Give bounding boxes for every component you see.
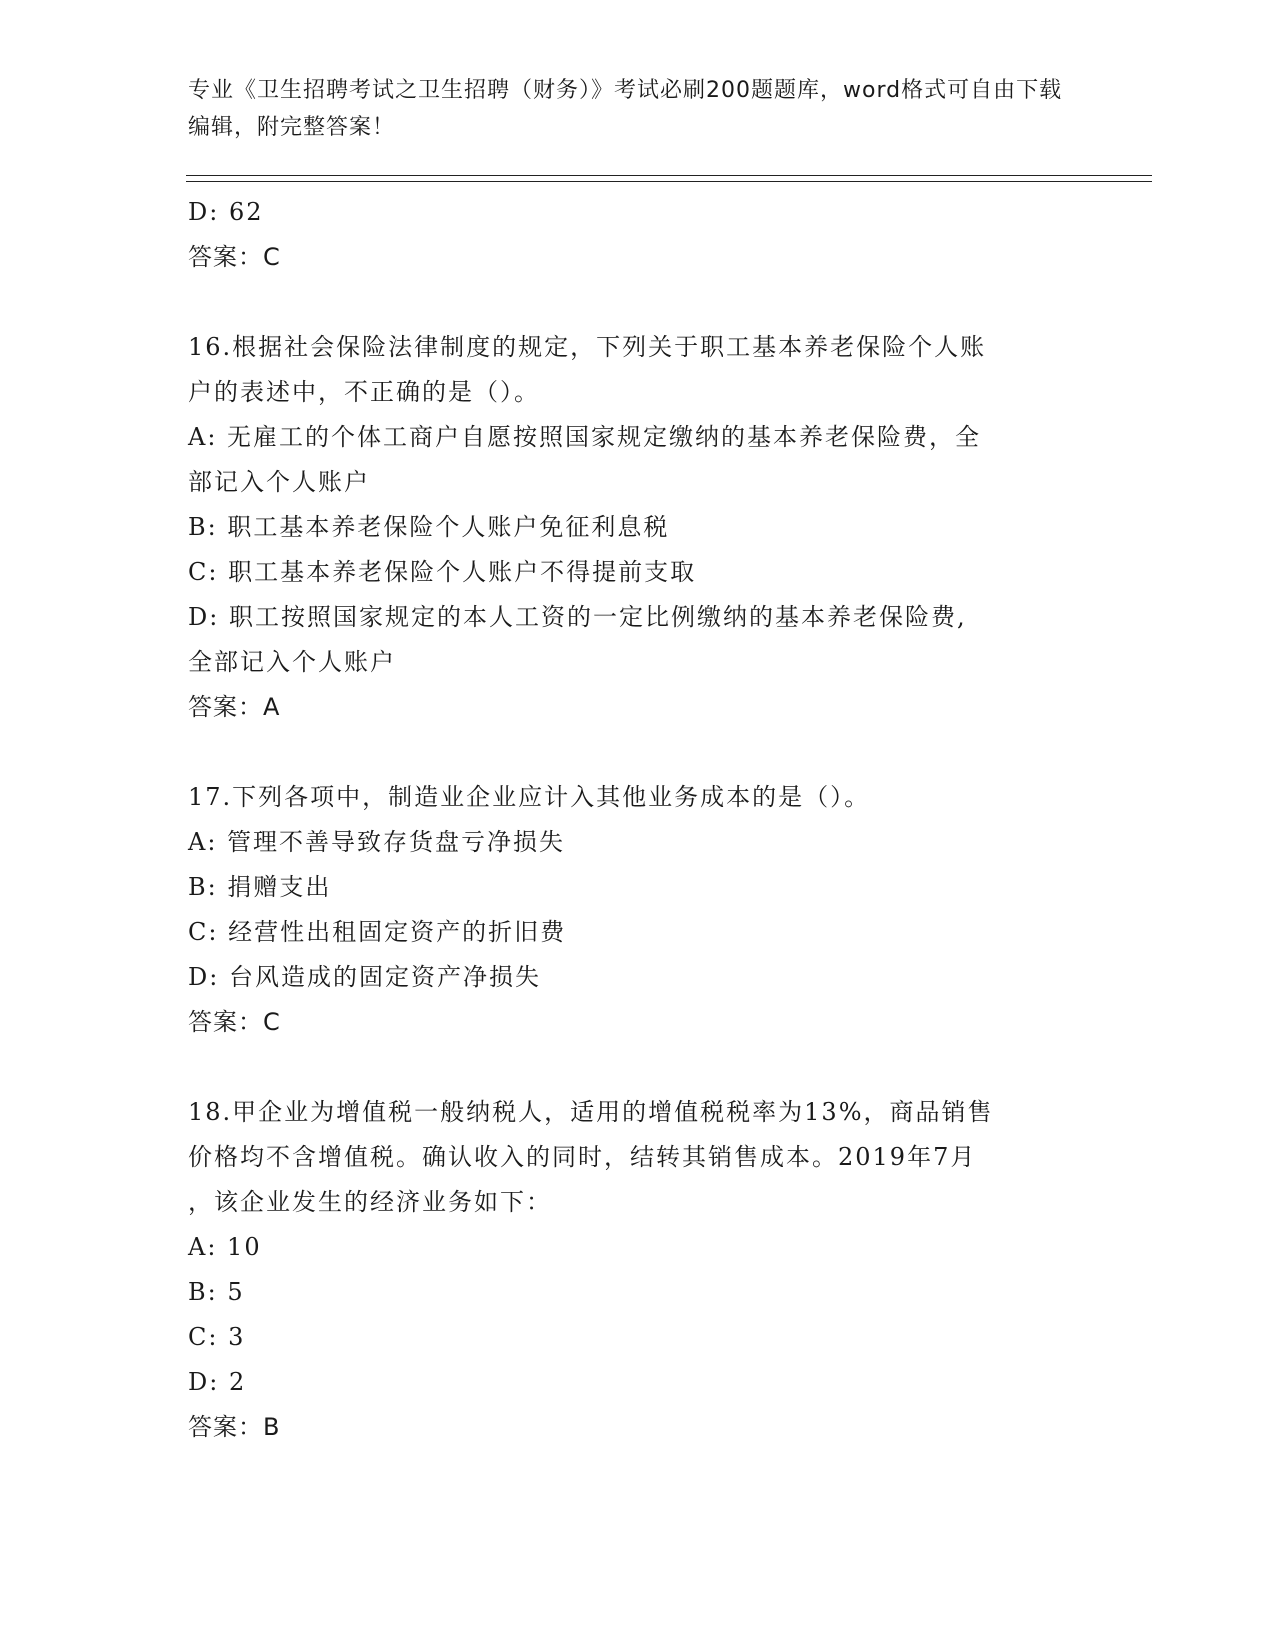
q16-option-b: B: 职工基本养老保险个人账户免征利息税 (188, 513, 670, 541)
q16-option-c: C: 职工基本养老保险个人账户不得提前支取 (188, 558, 697, 586)
header-divider-bottom (186, 181, 1152, 182)
q18-stem-line2: 价格均不含增值税。确认收入的同时，结转其销售成本。2019年7月 (188, 1143, 977, 1171)
question-content (188, 190, 1088, 1450)
q18-option-a: A: 10 (188, 1233, 262, 1261)
q18-stem-line3: ，该企业发生的经济业务如下： (188, 1188, 552, 1216)
q16-answer: 答案：A (188, 693, 281, 721)
q17-option-c: C: 经营性出租固定资产的折旧费 (188, 918, 567, 946)
q17-option-d: D: 台风造成的固定资产净损失 (188, 963, 541, 991)
q16-stem-line1: 16.根据社会保险法律制度的规定，下列关于职工基本养老保险个人账 (188, 333, 987, 361)
spacer (188, 1045, 1088, 1090)
q15-option-d: D: 62 (188, 198, 264, 226)
q16-option-a-line1: A: 无雇工的个体工商户自愿按照国家规定缴纳的基本养老保险费，全 (188, 423, 982, 451)
q15-answer: 答案：C (188, 243, 281, 271)
q17-answer: 答案：C (188, 1008, 281, 1036)
spacer (188, 280, 1088, 325)
q18-stem-line1: 18.甲企业为增值税一般纳税人，适用的增值税税率为13%，商品销售 (188, 1098, 994, 1126)
q18-option-c: C: 3 (188, 1323, 246, 1351)
q18-option-d: D: 2 (188, 1368, 247, 1396)
q17-option-a: A: 管理不善导致存货盘亏净损失 (188, 828, 566, 856)
q16-option-d-line2: 全部记入个人账户 (188, 648, 396, 676)
q18-option-b: B: 5 (188, 1278, 245, 1306)
q17-stem: 17.下列各项中，制造业企业应计入其他业务成本的是（）。 (188, 783, 871, 811)
q16-option-a-line2: 部记入个人账户 (188, 468, 370, 496)
q16-stem-line2: 户的表述中，不正确的是（）。 (188, 378, 540, 406)
q16-option-d-line1: D: 职工按照国家规定的本人工资的一定比例缴纳的基本养老保险费, (188, 603, 967, 631)
spacer (188, 730, 1088, 775)
q18-answer: 答案：B (188, 1413, 281, 1441)
q17-option-b: B: 捐赠支出 (188, 873, 332, 901)
header-divider-top (186, 175, 1152, 176)
document-header: 专业《卫生招聘考试之卫生招聘（财务）》考试必刷200题题库，word格式可自由下载编辑，附完整答案！ (188, 78, 1063, 140)
